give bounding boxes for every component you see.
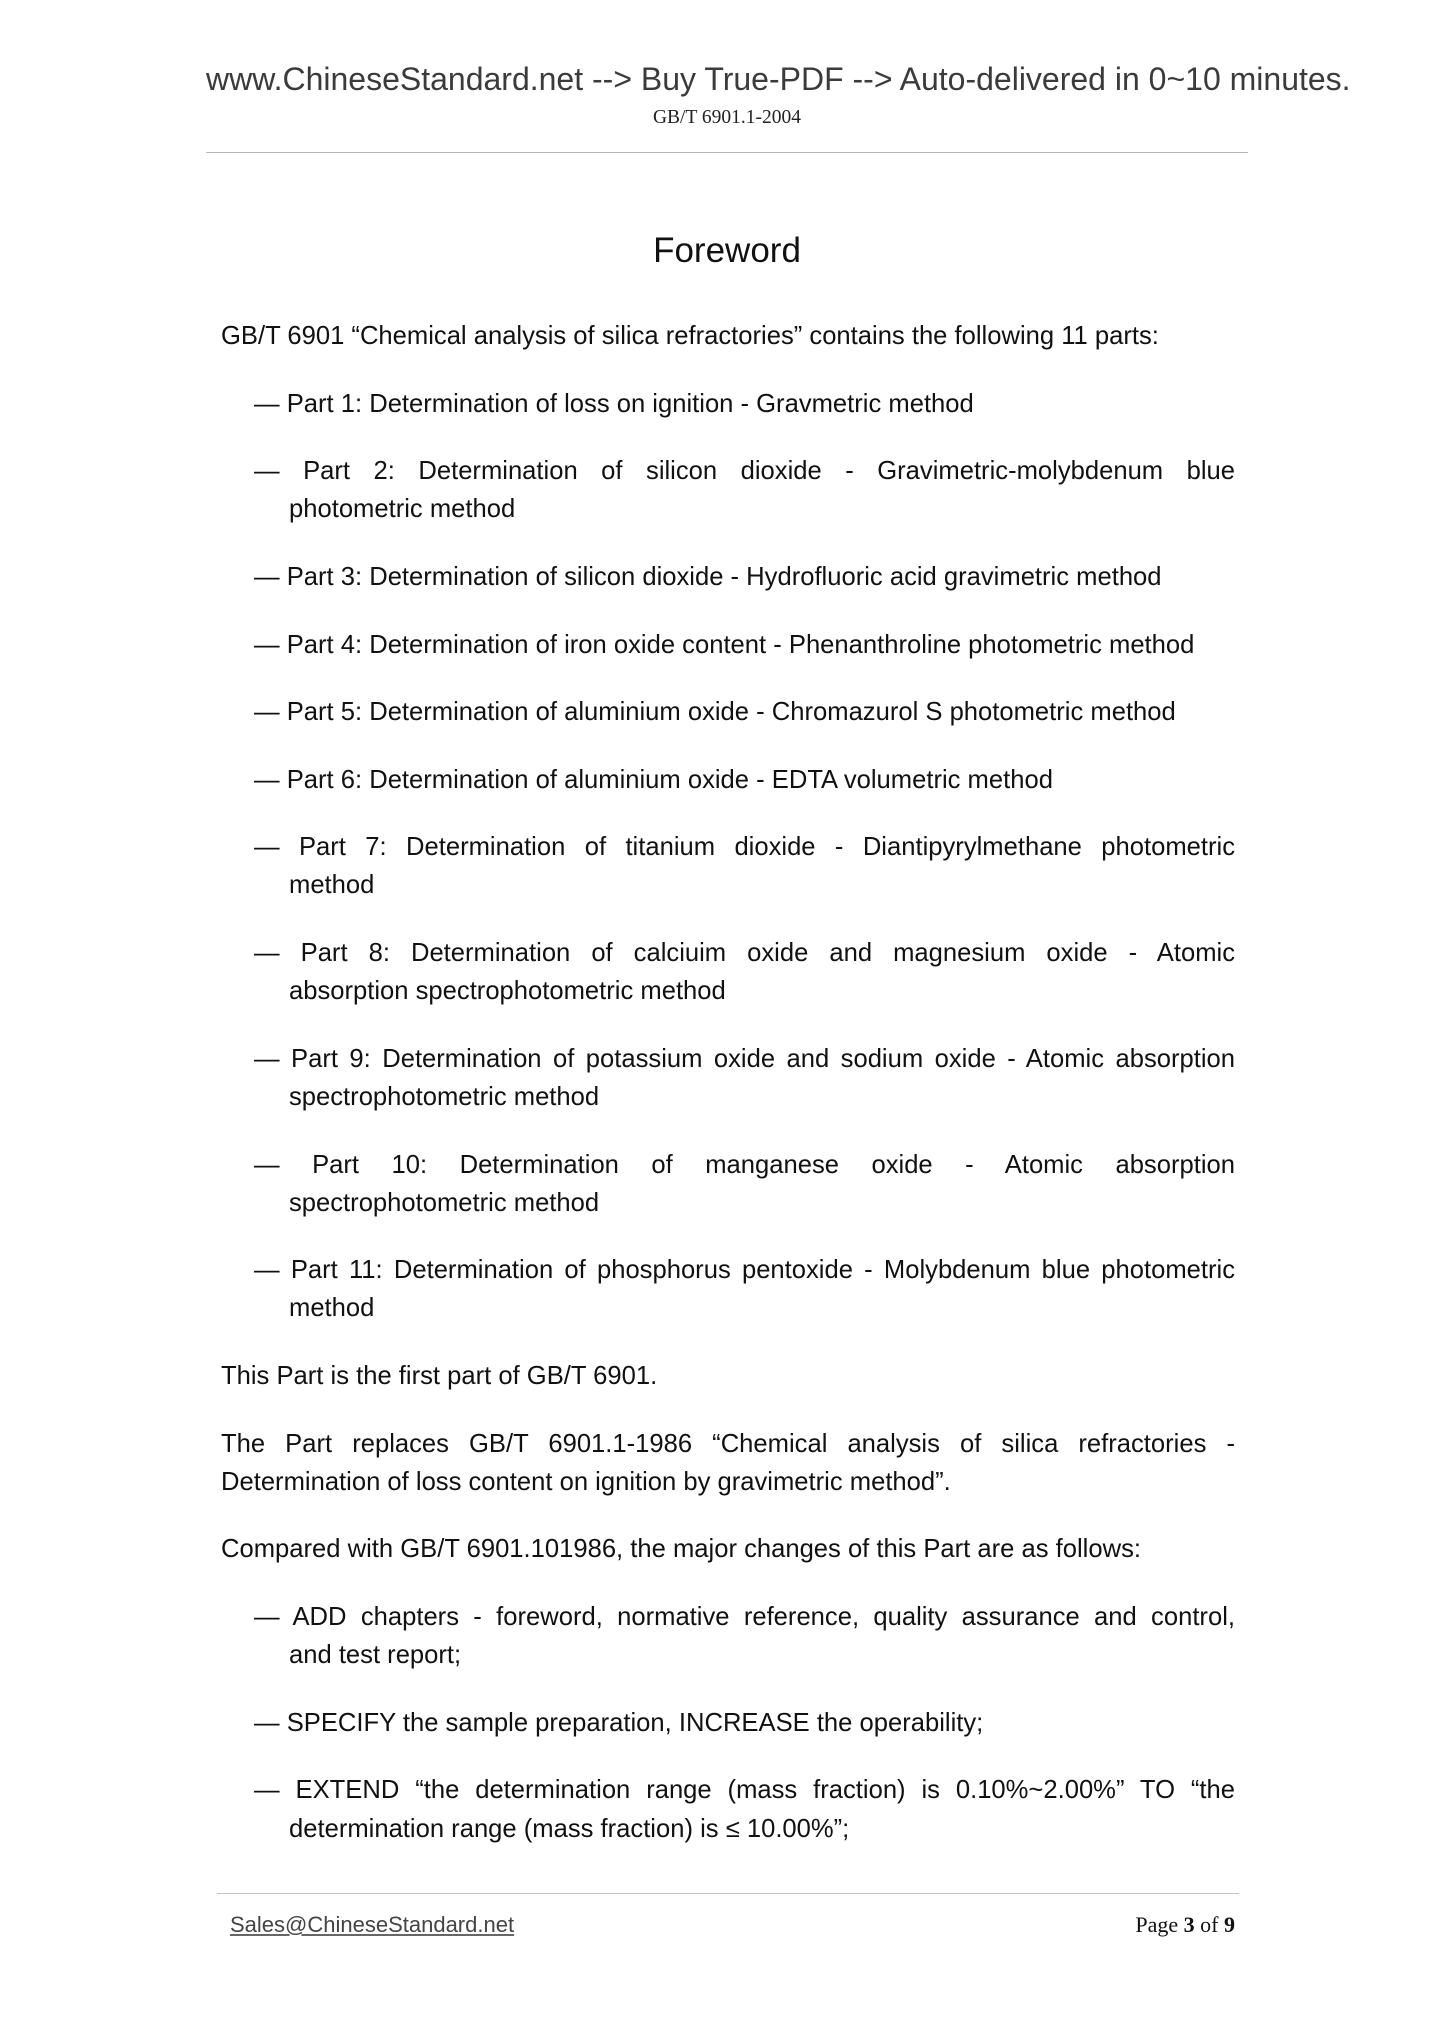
text-line: — Part 7: Determination of titanium dioxide - Diantipyrylmethane photometric (254, 833, 1235, 862)
text-line: GB/T 6901 “Chemical analysis of silica refractories” contains the following 11 parts: (221, 322, 1159, 350)
text-line: — Part 3: Determination of silicon dioxide - Hydrofluoric acid gravimetric method (254, 562, 1162, 591)
page-title: Foreword (653, 231, 801, 270)
text-line: photometric method (289, 495, 516, 524)
page-total: 9 (1224, 1912, 1235, 1937)
text-line: — EXTEND “the determination range (mass fraction) is 0.10%~2.00%” TO “the (254, 1776, 1235, 1805)
text-line: spectrophotometric method (289, 1082, 600, 1111)
list-item (221, 558, 1235, 596)
text-line: — Part 5: Determination of aluminium oxide - Chromazurol S photometric method (254, 698, 1176, 727)
list-item (221, 934, 1235, 1010)
list-item (221, 693, 1235, 731)
page-current: 3 (1183, 1912, 1195, 1937)
text-line: — Part 11: Determination of phosphorus pentoxide - Molybdenum blue photometric (254, 1256, 1235, 1285)
text-line: This Part is the first part of GB/T 6901. (221, 1362, 658, 1391)
text-line: — SPECIFY the sample preparation, INCREASE the operability; (254, 1708, 984, 1737)
paragraph (221, 1425, 1235, 1501)
list-item (221, 1771, 1235, 1847)
list-item (221, 626, 1235, 664)
text-line: — Part 9: Determination of potassium oxide and sodium oxide - Atomic absorption (254, 1044, 1235, 1073)
text-line: The Part replaces GB/T 6901.1-1986 “Chemical analysis of silica refractories - (221, 1429, 1235, 1458)
promo-banner: www.ChineseStandard.net --> Buy True-PDF --> Auto-delivered in 0~10 minutes. (206, 61, 1351, 97)
list-item (221, 1251, 1235, 1327)
text-line: — Part 6: Determination of aluminium oxide - EDTA volumetric method (254, 765, 1053, 794)
header-divider (206, 152, 1248, 153)
text-line: — Part 4: Determination of iron oxide content - Phenanthroline photometric method (254, 630, 1195, 659)
foreword-body (221, 317, 1235, 1877)
page-label: Page (1135, 1912, 1179, 1937)
text-line: Compared with GB/T 6901.101986, the major changes of this Part are as follows: (221, 1535, 1141, 1564)
paragraph (221, 1530, 1235, 1568)
text-line: method (289, 1294, 375, 1323)
page-number (1135, 1911, 1235, 1939)
text-line: — ADD chapters - foreword, normative reference, quality assurance and control, (254, 1602, 1235, 1631)
page-of-label: of (1200, 1912, 1219, 1937)
paragraph (221, 1357, 1235, 1395)
document-code: GB/T 6901.1-2004 (652, 107, 802, 128)
list-item (221, 452, 1235, 528)
text-line: determination range (mass fraction) is ≤ 10.00%”; (289, 1814, 850, 1843)
list-item (221, 1146, 1235, 1222)
text-line: — Part 10: Determination of manganese oxide - Atomic absorption (254, 1150, 1235, 1179)
list-item (221, 1598, 1235, 1674)
text-line: method (289, 871, 375, 900)
text-line: spectrophotometric method (289, 1188, 600, 1217)
list-item (221, 1040, 1235, 1116)
text-line: — Part 2: Determination of silicon dioxide - Gravimetric-molybdenum blue (254, 457, 1235, 486)
text-line: absorption spectrophotometric method (289, 977, 726, 1006)
paragraph (221, 317, 1235, 355)
list-item (221, 761, 1235, 799)
text-line: and test report; (289, 1641, 462, 1670)
text-line: — Part 1: Determination of loss on ignition - Gravmetric method (254, 389, 974, 418)
footer-divider (217, 1893, 1239, 1894)
list-item (221, 385, 1235, 423)
list-item (221, 828, 1235, 904)
text-line: Determination of loss content on ignition by gravimetric method”. (221, 1467, 951, 1496)
list-item (221, 1704, 1235, 1742)
sales-email-link[interactable]: Sales@ChineseStandard.net (230, 1912, 515, 1937)
text-line: — Part 8: Determination of calciuim oxide and magnesium oxide - Atomic (254, 939, 1235, 967)
